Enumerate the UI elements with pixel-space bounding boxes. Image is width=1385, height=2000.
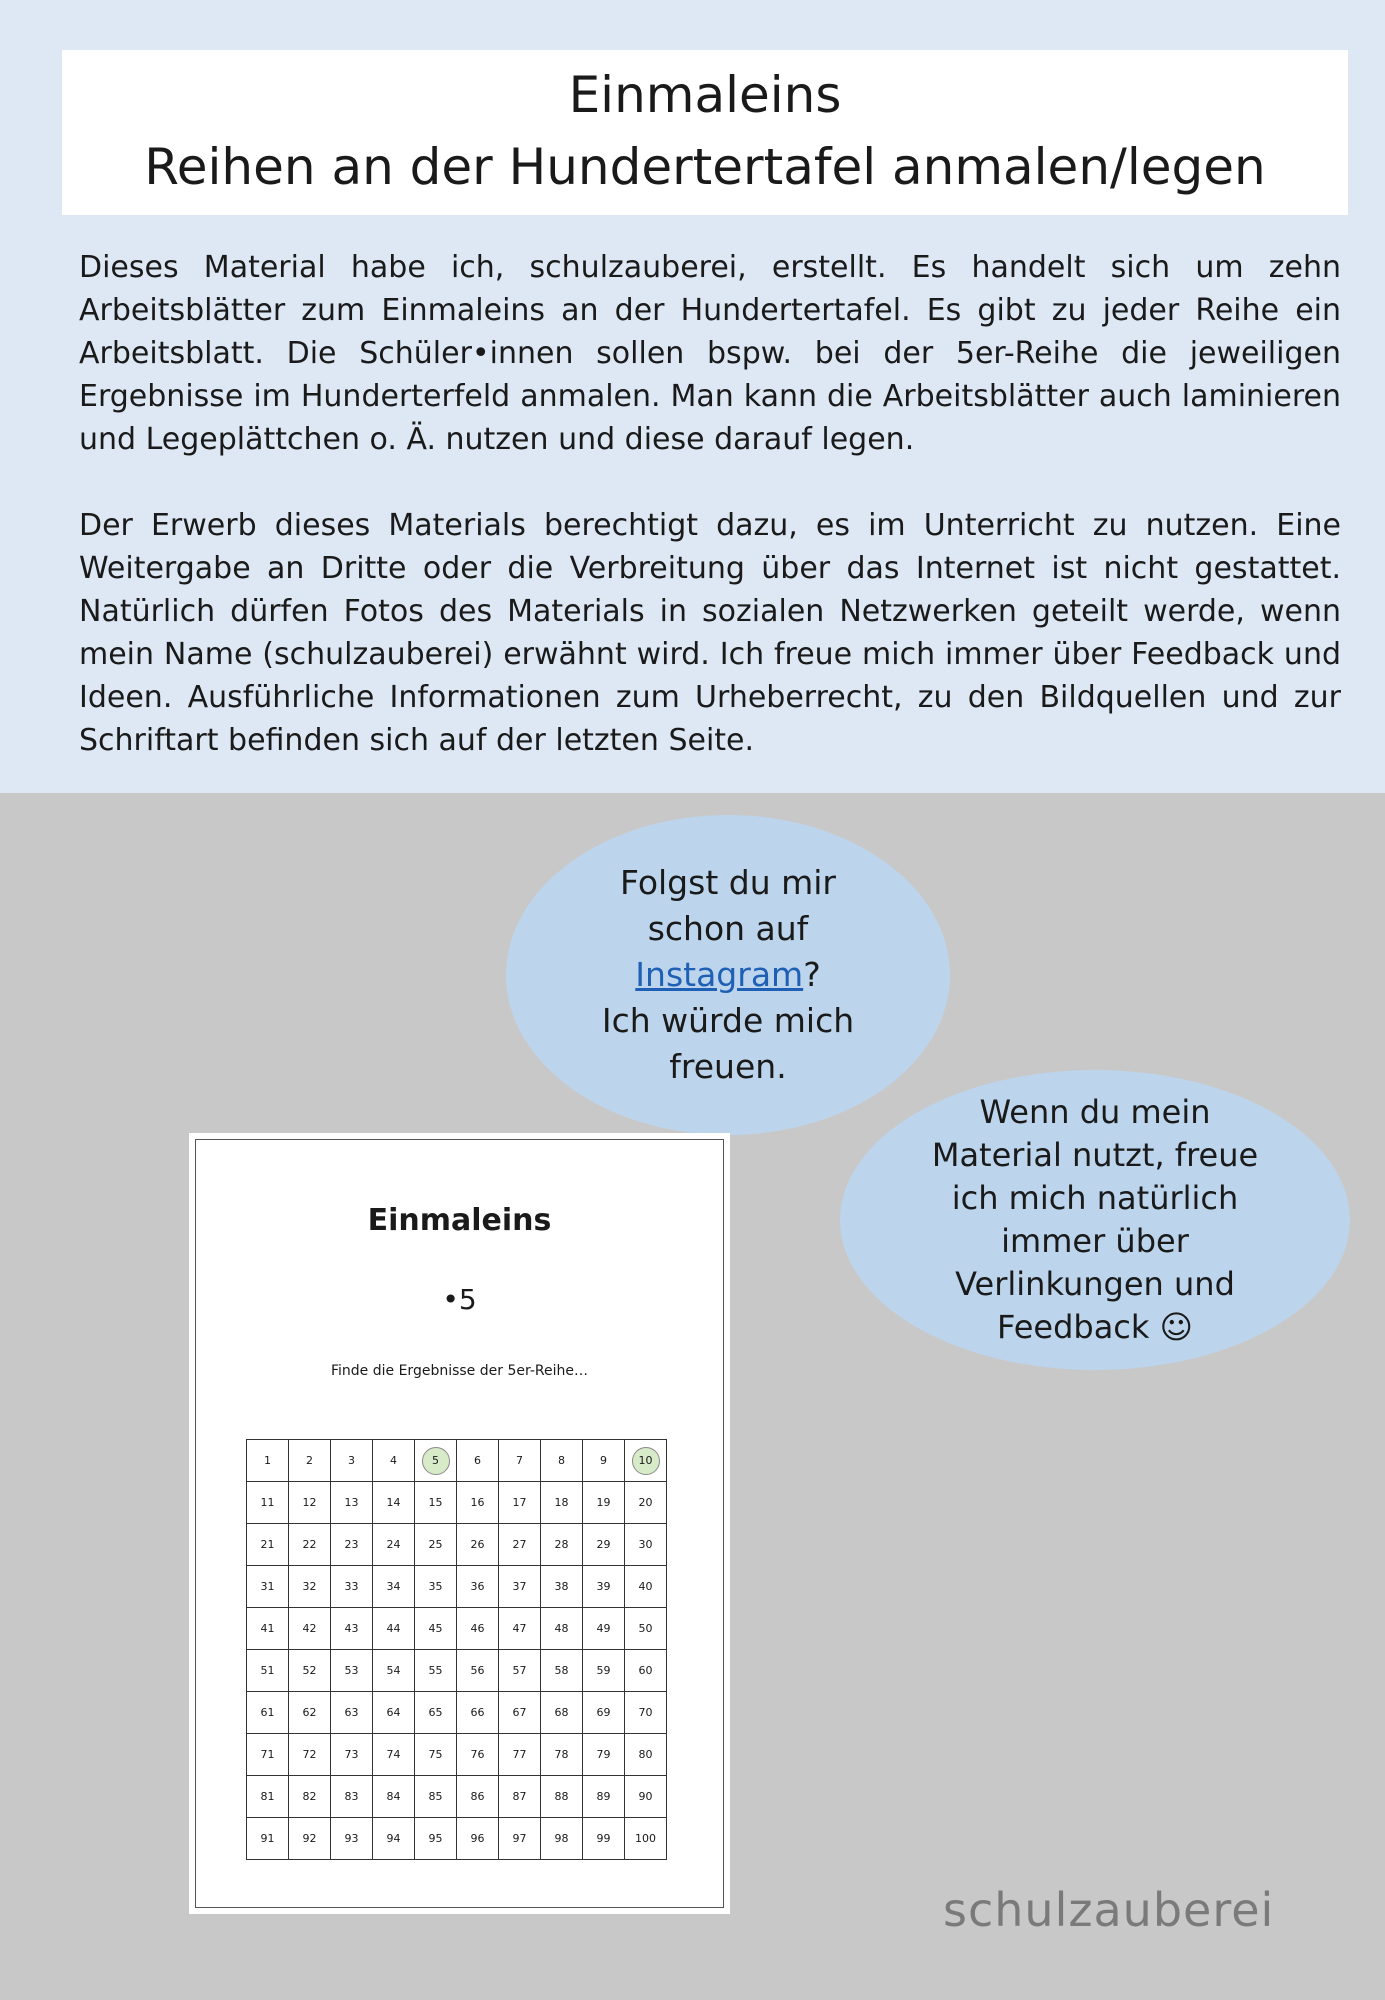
grid-cell (247, 1524, 289, 1566)
grid-cell (331, 1482, 373, 1524)
intro-paragraph-1: Dieses Material habe ich, schulzauberei, erstellt. Es handelt sich um zehn Arbeitsblätter zum Einmaleins an der Hundertertafel. Es gibt zu jeder Reihe ein Arbeitsblatt. Die Schüler•innen sollen bspw. bei der 5er-Reihe die jeweiligen Ergebnisse im Hunderterfeld anmalen. Man kann die Arbeitsblätter auch laminieren und Legeplättchen o. Ä. nutzen und diese darauf legen. (79, 250, 1341, 457)
grid-cell (415, 1440, 457, 1482)
cell-number: 60 (638, 1663, 653, 1677)
grid-cell (415, 1776, 457, 1818)
cell-number: 64 (386, 1705, 401, 1719)
grid-cell (415, 1608, 457, 1650)
cell-number: 21 (260, 1537, 275, 1551)
cell-number: 47 (512, 1621, 527, 1635)
grid-cell (499, 1524, 541, 1566)
cell-number: 24 (386, 1537, 401, 1551)
grid-cell (415, 1734, 457, 1776)
cell-number: 78 (554, 1747, 569, 1761)
cell-number: 16 (470, 1495, 485, 1509)
cell-number: 71 (260, 1747, 275, 1761)
cell-number: 69 (596, 1705, 611, 1719)
grid-cell (583, 1482, 625, 1524)
grid-cell (583, 1524, 625, 1566)
grid-cell (583, 1566, 625, 1608)
cell-number: 11 (260, 1495, 275, 1509)
grid-cell (583, 1776, 625, 1818)
grid-row (247, 1650, 667, 1692)
cell-number: 2 (306, 1453, 313, 1467)
grid-cell (499, 1440, 541, 1482)
grid-cell (499, 1608, 541, 1650)
cell-number: 9 (600, 1453, 607, 1467)
grid-cell (289, 1776, 331, 1818)
grid-cell (457, 1482, 499, 1524)
grid-cell (373, 1818, 415, 1860)
grid-cell (541, 1818, 583, 1860)
grid-cell (457, 1650, 499, 1692)
brand-logo: schulzauberei (943, 1883, 1275, 1937)
grid-cell (499, 1650, 541, 1692)
cell-number: 31 (260, 1579, 275, 1593)
cell-number: 7 (516, 1453, 523, 1467)
cell-number: 43 (344, 1621, 359, 1635)
grid-cell (331, 1776, 373, 1818)
grid-cell (625, 1650, 667, 1692)
grid-row (247, 1440, 667, 1482)
cell-number: 25 (428, 1537, 443, 1551)
grid-cell (373, 1440, 415, 1482)
cell-number: 74 (386, 1747, 401, 1761)
grid-cell (289, 1608, 331, 1650)
cell-number: 39 (596, 1579, 611, 1593)
cell-number: 94 (386, 1831, 401, 1845)
cell-number: 14 (386, 1495, 401, 1509)
grid-cell (625, 1524, 667, 1566)
cell-number: 56 (470, 1663, 485, 1677)
cell-number: 15 (428, 1495, 443, 1509)
grid-cell (625, 1482, 667, 1524)
instagram-bubble-line: schon auf (647, 909, 809, 948)
worksheet-preview (189, 1133, 730, 1914)
grid-cell (289, 1734, 331, 1776)
grid-cell (583, 1818, 625, 1860)
cell-number: 4 (390, 1453, 397, 1467)
grid-cell (499, 1818, 541, 1860)
cell-number: 46 (470, 1621, 485, 1635)
grid-cell (541, 1566, 583, 1608)
cell-number: 75 (428, 1747, 443, 1761)
feedback-bubble (840, 1070, 1350, 1370)
hundred-chart (246, 1439, 667, 1860)
cell-number: 1 (264, 1453, 271, 1467)
grid-cell (289, 1566, 331, 1608)
cell-number: 65 (428, 1705, 443, 1719)
feedback-bubble-line: ich mich natürlich (951, 1179, 1239, 1217)
cell-number: 68 (554, 1705, 569, 1719)
cell-number: 48 (554, 1621, 569, 1635)
cell-number: 22 (302, 1537, 317, 1551)
grid-cell (289, 1440, 331, 1482)
cell-number: 44 (386, 1621, 401, 1635)
grid-cell (331, 1440, 373, 1482)
marked-cell-number: 10 (632, 1447, 660, 1475)
question-mark: ? (803, 955, 821, 994)
page-subtitle: Reihen an der Hundertertafel anmalen/legen (144, 138, 1266, 196)
cell-number: 80 (638, 1747, 653, 1761)
cell-number: 87 (512, 1789, 527, 1803)
grid-cell (373, 1776, 415, 1818)
grid-row (247, 1692, 667, 1734)
grid-cell (247, 1650, 289, 1692)
cell-number: 53 (344, 1663, 359, 1677)
grid-cell (457, 1524, 499, 1566)
cell-number: 57 (512, 1663, 527, 1677)
grid-cell (625, 1818, 667, 1860)
cell-number: 30 (638, 1537, 653, 1551)
feedback-bubble-line: Wenn du mein (979, 1093, 1211, 1131)
grid-cell (373, 1566, 415, 1608)
grid-cell (625, 1734, 667, 1776)
grid-cell (541, 1524, 583, 1566)
cell-number: 85 (428, 1789, 443, 1803)
grid-cell (247, 1566, 289, 1608)
worksheet-title: Einmaleins (367, 1203, 552, 1238)
instagram-bubble-line: Ich würde mich (601, 1001, 855, 1040)
grid-cell (331, 1650, 373, 1692)
cell-number: 84 (386, 1789, 401, 1803)
cell-number: 41 (260, 1621, 275, 1635)
grid-cell (373, 1734, 415, 1776)
grid-cell (331, 1608, 373, 1650)
feedback-bubble-line: Verlinkungen und (955, 1265, 1235, 1303)
cell-number: 73 (344, 1747, 359, 1761)
cell-number: 90 (638, 1789, 653, 1803)
cell-number: 6 (474, 1453, 481, 1467)
instagram-bubble-line: Folgst du mir (620, 863, 836, 902)
instagram-link[interactable]: Instagram (635, 955, 804, 994)
cell-number: 8 (558, 1453, 565, 1467)
cell-number: 17 (512, 1495, 527, 1509)
grid-cell (583, 1734, 625, 1776)
intro-paragraph-2: Der Erwerb dieses Materials berechtigt dazu, es im Unterricht zu nutzen. Eine Weitergabe an Dritte oder die Verbreitung über das Internet ist nicht gestattet. Natürlich dürfen Fotos des Materials in sozialen Netzwerken geteilt werde, wenn mein Name (schulzauberei) erwähnt wird. Ich freue mich immer über Feedback und Ideen. Ausführliche Informationen zum Urheberrecht, zu den Bildquellen und zur Schriftart befinden sich auf der letzten Seite. (79, 508, 1341, 758)
cell-number: 58 (554, 1663, 569, 1677)
cell-number: 62 (302, 1705, 317, 1719)
grid-cell (415, 1818, 457, 1860)
grid-row (247, 1776, 667, 1818)
grid-cell (625, 1566, 667, 1608)
grid-cell (499, 1566, 541, 1608)
cell-number: 40 (638, 1579, 653, 1593)
cell-number: 59 (596, 1663, 611, 1677)
grid-cell (583, 1440, 625, 1482)
grid-cell (415, 1566, 457, 1608)
cell-number: 20 (638, 1495, 653, 1509)
grid-cell (331, 1734, 373, 1776)
grid-cell (247, 1482, 289, 1524)
cell-number: 92 (302, 1831, 317, 1845)
grid-cell (415, 1692, 457, 1734)
grid-cell (541, 1608, 583, 1650)
grid-row (247, 1818, 667, 1860)
cell-number: 81 (260, 1789, 275, 1803)
grid-cell (457, 1692, 499, 1734)
cell-number: 38 (554, 1579, 569, 1593)
feedback-bubble-line: immer über (1001, 1222, 1189, 1260)
cell-number: 86 (470, 1789, 485, 1803)
grid-cell (541, 1776, 583, 1818)
grid-cell (289, 1482, 331, 1524)
grid-cell (415, 1650, 457, 1692)
grid-cell (331, 1524, 373, 1566)
grid-row (247, 1734, 667, 1776)
grid-cell (289, 1524, 331, 1566)
grid-cell (373, 1608, 415, 1650)
cell-number: 54 (386, 1663, 401, 1677)
grid-cell (541, 1650, 583, 1692)
cell-number: 67 (512, 1705, 527, 1719)
cell-number: 36 (470, 1579, 485, 1593)
cell-number: 35 (428, 1579, 443, 1593)
grid-cell (541, 1440, 583, 1482)
cell-number: 45 (428, 1621, 443, 1635)
cell-number: 99 (596, 1831, 611, 1845)
instagram-bubble-line (550, 952, 905, 998)
cell-number: 3 (348, 1453, 355, 1467)
cell-number: 28 (554, 1537, 569, 1551)
instagram-bubble-line: freuen. (669, 1047, 787, 1086)
grid-cell (247, 1776, 289, 1818)
grid-cell (499, 1482, 541, 1524)
cell-number: 95 (428, 1831, 443, 1845)
cell-number: 76 (470, 1747, 485, 1761)
cell-number: 97 (512, 1831, 527, 1845)
cell-number: 77 (512, 1747, 527, 1761)
cell-number: 29 (596, 1537, 611, 1551)
cell-number: 83 (344, 1789, 359, 1803)
grid-cell (289, 1650, 331, 1692)
grid-cell (583, 1650, 625, 1692)
cell-number: 23 (344, 1537, 359, 1551)
grid-cell (415, 1524, 457, 1566)
worksheet-factor: •5 (442, 1283, 477, 1316)
worksheet-instruction: Finde die Ergebnisse der 5er-Reihe… (331, 1363, 588, 1379)
cell-number: 98 (554, 1831, 569, 1845)
grid-cell (499, 1734, 541, 1776)
marked-cell-number: 5 (422, 1447, 450, 1475)
grid-cell (625, 1776, 667, 1818)
cell-number: 49 (596, 1621, 611, 1635)
cell-number: 13 (344, 1495, 359, 1509)
cell-number: 89 (596, 1789, 611, 1803)
grid-cell (583, 1692, 625, 1734)
grid-cell (541, 1734, 583, 1776)
title-box (62, 50, 1348, 215)
cell-number: 12 (302, 1495, 317, 1509)
cell-number: 51 (260, 1663, 275, 1677)
cell-number: 37 (512, 1579, 527, 1593)
grid-row (247, 1524, 667, 1566)
grid-cell (583, 1608, 625, 1650)
grid-cell (625, 1608, 667, 1650)
grid-cell (499, 1776, 541, 1818)
grid-cell (457, 1818, 499, 1860)
cell-number: 88 (554, 1789, 569, 1803)
grid-cell (247, 1608, 289, 1650)
cell-number: 27 (512, 1537, 527, 1551)
grid-cell (247, 1818, 289, 1860)
cell-number: 61 (260, 1705, 275, 1719)
grid-cell (457, 1566, 499, 1608)
grid-cell (373, 1524, 415, 1566)
cell-number: 42 (302, 1621, 317, 1635)
cell-number: 72 (302, 1747, 317, 1761)
grid-cell (331, 1818, 373, 1860)
grid-cell (247, 1734, 289, 1776)
grid-row (247, 1482, 667, 1524)
grid-cell (457, 1608, 499, 1650)
grid-cell (541, 1482, 583, 1524)
grid-cell (331, 1692, 373, 1734)
page-title: Einmaleins (568, 66, 842, 124)
cell-number: 96 (470, 1831, 485, 1845)
cell-number: 52 (302, 1663, 317, 1677)
cell-number: 50 (638, 1621, 653, 1635)
cell-number: 91 (260, 1831, 275, 1845)
grid-cell (415, 1482, 457, 1524)
cell-number: 93 (344, 1831, 359, 1845)
cell-number: 66 (470, 1705, 485, 1719)
cell-number: 32 (302, 1579, 317, 1593)
cell-number: 100 (635, 1831, 656, 1845)
grid-row (247, 1608, 667, 1650)
cell-number: 63 (344, 1705, 359, 1719)
grid-cell (247, 1692, 289, 1734)
grid-cell (499, 1692, 541, 1734)
feedback-bubble-line: Feedback ☺ (997, 1308, 1193, 1346)
grid-cell (625, 1692, 667, 1734)
grid-cell (373, 1650, 415, 1692)
grid-cell (247, 1440, 289, 1482)
cell-number: 82 (302, 1789, 317, 1803)
instagram-bubble (506, 815, 950, 1135)
grid-cell (457, 1734, 499, 1776)
grid-row (247, 1566, 667, 1608)
grid-cell (625, 1440, 667, 1482)
grid-cell (457, 1776, 499, 1818)
cell-number: 79 (596, 1747, 611, 1761)
cell-number: 70 (638, 1705, 653, 1719)
cell-number: 19 (596, 1495, 611, 1509)
grid-cell (289, 1692, 331, 1734)
grid-cell (289, 1818, 331, 1860)
cell-number: 33 (344, 1579, 359, 1593)
grid-cell (457, 1440, 499, 1482)
cell-number: 26 (470, 1537, 485, 1551)
grid-cell (373, 1692, 415, 1734)
cell-number: 34 (386, 1579, 401, 1593)
cell-number: 18 (554, 1495, 569, 1509)
grid-cell (373, 1482, 415, 1524)
feedback-bubble-line: Material nutzt, freue (931, 1136, 1259, 1174)
grid-cell (541, 1692, 583, 1734)
cell-number: 55 (428, 1663, 443, 1677)
grid-cell (331, 1566, 373, 1608)
